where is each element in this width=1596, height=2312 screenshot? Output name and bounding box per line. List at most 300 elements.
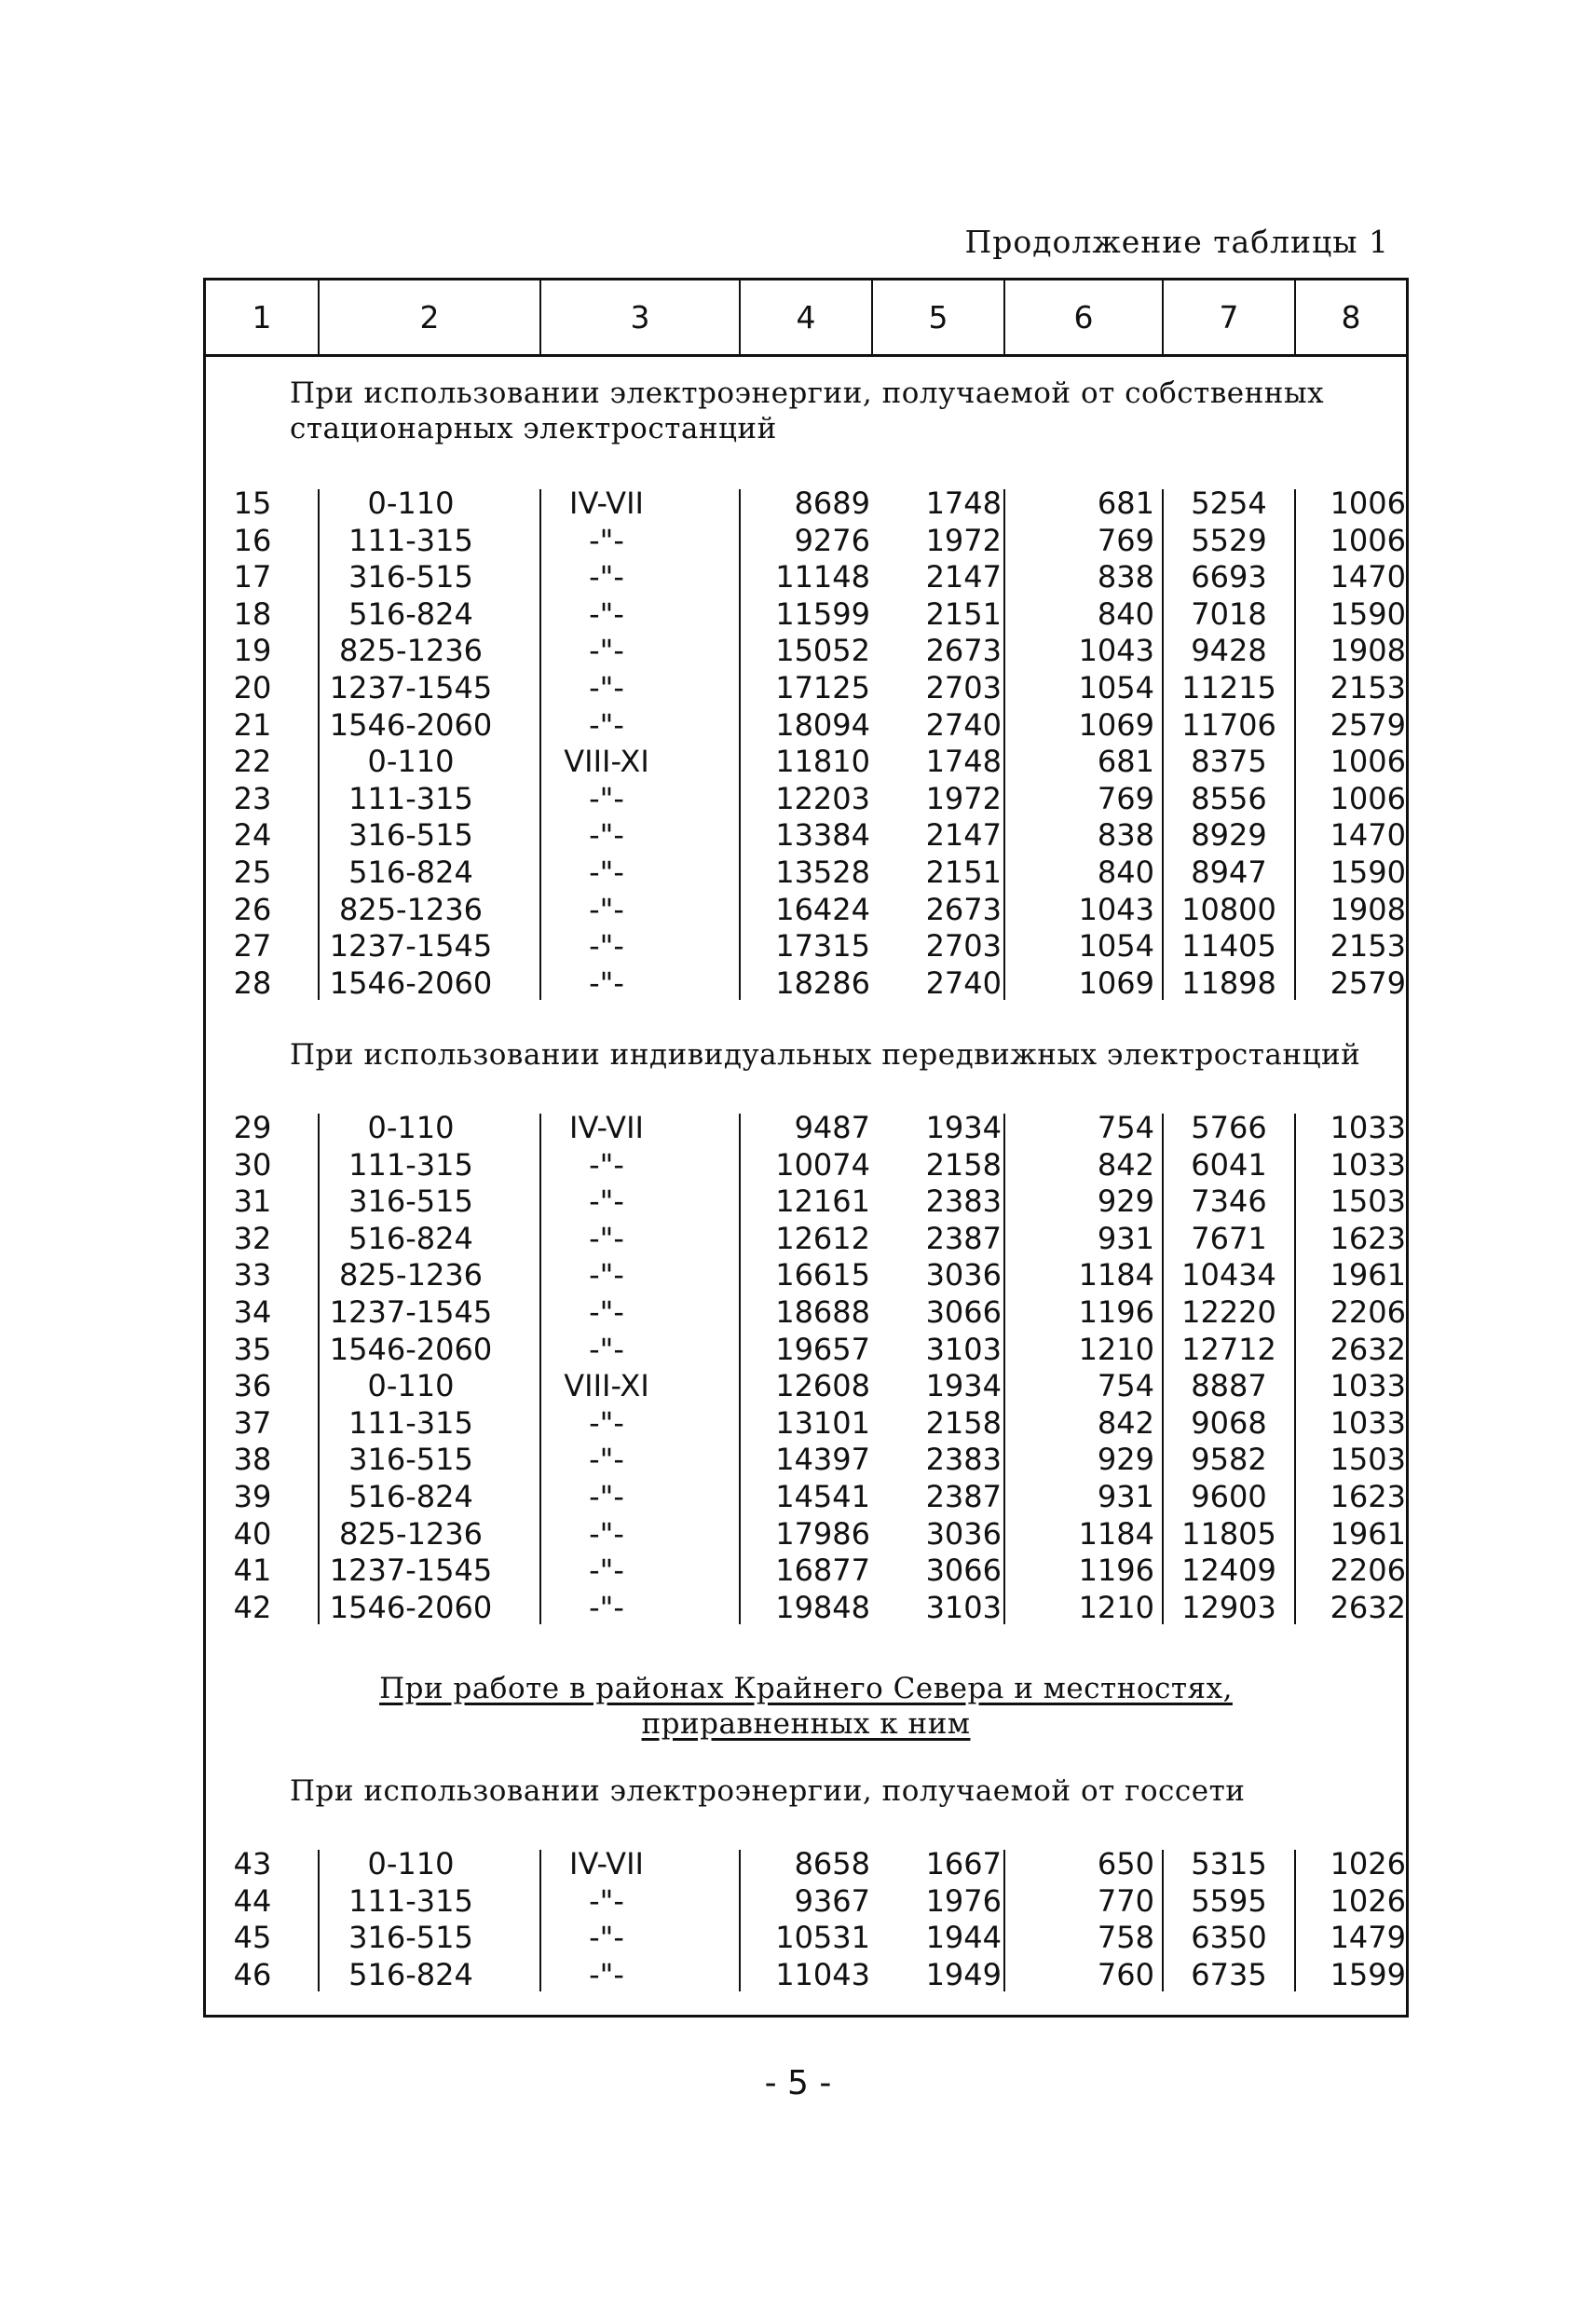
section-line: При использовании электроэнергии, получаемой от собственных (290, 376, 1325, 410)
cell-value-7: 8947 (1191, 855, 1267, 890)
table-row (206, 1405, 1406, 1442)
column-rule (318, 1850, 320, 1991)
cell-row-number: 31 (233, 1183, 272, 1220)
section-line: При использовании индивидуальных передвижных электростанций (290, 1038, 1361, 1072)
cell-months: -"- (589, 1553, 624, 1589)
cell-value-8: 1033 (1330, 1404, 1406, 1441)
table-header-row (206, 280, 1406, 357)
page-number: - 5 - (764, 2064, 832, 2102)
cell-months: -"- (589, 855, 624, 890)
cell-value-4: 17986 (775, 1515, 870, 1552)
table-row (206, 523, 1406, 559)
header-col-3: 3 (630, 299, 650, 335)
cell-months: -"- (589, 1257, 624, 1293)
cell-value-4: 11043 (775, 1956, 870, 1992)
cell-range: 111-315 (348, 780, 473, 816)
cell-value-5: 3103 (925, 1589, 1002, 1625)
cell-value-8: 1033 (1330, 1146, 1406, 1183)
cell-value-4: 14397 (775, 1442, 870, 1478)
cell-row-number: 37 (233, 1404, 272, 1441)
cell-value-6: 931 (1097, 1220, 1154, 1256)
cell-months: -"- (589, 964, 624, 1001)
cell-row-number: 18 (233, 595, 272, 632)
cell-months: -"- (589, 706, 624, 743)
cell-months: IV-VII (569, 486, 644, 521)
table-row (206, 928, 1406, 964)
column-rule (1162, 1114, 1164, 1624)
cell-value-4: 13101 (775, 1404, 870, 1441)
cell-value-6: 842 (1097, 1146, 1154, 1183)
column-rule (1162, 489, 1164, 1000)
cell-range: 316-515 (348, 1183, 473, 1220)
cell-value-5: 2703 (925, 670, 1002, 705)
cell-months: -"- (589, 1220, 624, 1256)
cell-months: IV-VII (569, 1846, 644, 1881)
cell-row-number: 44 (233, 1882, 272, 1919)
table-row (206, 1183, 1406, 1220)
cell-value-4: 12612 (775, 1220, 870, 1256)
cell-value-5: 3066 (925, 1294, 1002, 1330)
cell-value-4: 8689 (794, 486, 870, 521)
cell-value-8: 2153 (1330, 928, 1406, 964)
cell-value-7: 11805 (1181, 1515, 1276, 1552)
cell-value-5: 1748 (925, 744, 1002, 780)
column-rule (1294, 1114, 1296, 1624)
table-row (206, 1957, 1406, 1993)
cell-value-5: 1667 (925, 1846, 1002, 1881)
cell-row-number: 36 (233, 1368, 272, 1404)
cell-value-6: 650 (1097, 1846, 1154, 1881)
cell-value-8: 1033 (1330, 1110, 1406, 1145)
cell-value-6: 770 (1097, 1882, 1154, 1919)
cell-value-5: 2151 (925, 595, 1002, 632)
cell-value-8: 1590 (1330, 595, 1406, 632)
cell-value-6: 929 (1097, 1442, 1154, 1478)
cell-value-6: 769 (1097, 780, 1154, 816)
cell-value-7: 8887 (1191, 1368, 1267, 1404)
cell-value-5: 3036 (925, 1515, 1002, 1552)
cell-value-8: 1006 (1330, 780, 1406, 816)
cell-row-number: 29 (233, 1110, 272, 1145)
column-rule (1003, 1114, 1005, 1624)
cell-value-6: 840 (1097, 595, 1154, 632)
cell-range: 316-515 (348, 1920, 473, 1956)
cell-value-8: 2206 (1330, 1294, 1406, 1330)
cell-range: 316-515 (348, 559, 473, 595)
column-rule (1294, 489, 1296, 1000)
section-line: При работе в районах Крайнего Севера и местностях, (379, 1672, 1233, 1705)
cell-value-6: 838 (1097, 559, 1154, 595)
cell-range: 111-315 (348, 522, 473, 558)
table-row (206, 1257, 1406, 1293)
column-rule (539, 1850, 541, 1991)
cell-range: 0-110 (367, 1368, 455, 1404)
cell-range: 516-824 (348, 1956, 473, 1992)
cell-value-6: 1210 (1078, 1331, 1154, 1367)
cell-value-6: 681 (1097, 744, 1154, 780)
cell-value-7: 5254 (1191, 486, 1267, 521)
cell-value-5: 2387 (925, 1479, 1002, 1514)
header-col-8: 8 (1341, 299, 1361, 335)
data-table (203, 278, 1409, 2018)
cell-value-5: 1944 (925, 1920, 1002, 1956)
cell-value-8: 1908 (1330, 633, 1406, 669)
header-col-4: 4 (796, 299, 816, 335)
cell-value-5: 2151 (925, 855, 1002, 890)
header-col-1: 1 (252, 299, 272, 335)
cell-value-6: 838 (1097, 817, 1154, 854)
cell-value-6: 1043 (1078, 633, 1154, 669)
cell-row-number: 22 (233, 744, 272, 780)
section-heading-mobile-stations (290, 1037, 1387, 1073)
cell-row-number: 39 (233, 1479, 272, 1514)
section-line: стационарных электростанций (290, 412, 777, 445)
cell-value-4: 13528 (775, 855, 870, 890)
column-rule (1003, 489, 1005, 1000)
cell-months: -"- (589, 1294, 624, 1330)
cell-value-8: 1908 (1330, 891, 1406, 927)
cell-value-7: 7018 (1191, 595, 1267, 632)
cell-value-7: 5315 (1191, 1846, 1267, 1881)
cell-range: 516-824 (348, 855, 473, 890)
column-rule (539, 489, 541, 1000)
header-col-5: 5 (928, 299, 948, 335)
cell-value-4: 13384 (775, 817, 870, 854)
cell-value-8: 1961 (1330, 1257, 1406, 1293)
table-row (206, 1883, 1406, 1920)
cell-value-8: 1470 (1330, 559, 1406, 595)
header-col-2: 2 (419, 299, 440, 335)
cell-value-8: 2632 (1330, 1331, 1406, 1367)
cell-row-number: 35 (233, 1331, 272, 1367)
cell-range: 0-110 (367, 744, 455, 780)
table-row (206, 744, 1406, 780)
cell-range: 1546-2060 (329, 1589, 493, 1625)
cell-value-5: 2383 (925, 1183, 1002, 1220)
cell-value-7: 10434 (1181, 1257, 1276, 1293)
cell-months: -"- (589, 1146, 624, 1183)
cell-value-8: 2153 (1330, 670, 1406, 705)
cell-months: -"- (589, 1479, 624, 1514)
cell-value-6: 758 (1097, 1920, 1154, 1956)
table-row (206, 1442, 1406, 1478)
cell-value-8: 1026 (1330, 1882, 1406, 1919)
cell-row-number: 41 (233, 1553, 272, 1589)
cell-months: -"- (589, 633, 624, 669)
table-row (206, 596, 1406, 633)
column-rule (1294, 1850, 1296, 1991)
cell-row-number: 45 (233, 1920, 272, 1956)
cell-value-6: 1069 (1078, 706, 1154, 743)
cell-value-4: 15052 (775, 633, 870, 669)
cell-range: 1237-1545 (329, 1294, 493, 1330)
cell-value-7: 12712 (1181, 1331, 1276, 1367)
cell-range: 0-110 (367, 1110, 455, 1145)
table-row (206, 1590, 1406, 1626)
table-row (206, 781, 1406, 817)
cell-months: -"- (589, 1956, 624, 1992)
column-rule (739, 489, 741, 1000)
cell-months: -"- (589, 817, 624, 854)
cell-value-6: 931 (1097, 1479, 1154, 1514)
table-row (206, 817, 1406, 854)
cell-range: 825-1236 (338, 633, 484, 669)
table-row (206, 1332, 1406, 1368)
cell-value-8: 1006 (1330, 522, 1406, 558)
cell-value-7: 7671 (1191, 1220, 1267, 1256)
cell-value-8: 1590 (1330, 855, 1406, 890)
cell-row-number: 42 (233, 1589, 272, 1625)
cell-value-8: 1479 (1330, 1920, 1406, 1956)
cell-value-7: 10800 (1181, 891, 1276, 927)
table-row (206, 855, 1406, 891)
cell-row-number: 46 (233, 1956, 272, 1992)
cell-months: -"- (589, 891, 624, 927)
cell-value-5: 1949 (925, 1956, 1002, 1992)
column-rule (1003, 1850, 1005, 1991)
cell-value-7: 8556 (1191, 780, 1267, 816)
table-row (206, 1368, 1406, 1404)
table-row (206, 1479, 1406, 1515)
cell-value-6: 929 (1097, 1183, 1154, 1220)
cell-value-5: 2147 (925, 817, 1002, 854)
cell-months: -"- (589, 670, 624, 705)
cell-value-8: 1006 (1330, 486, 1406, 521)
table-row (206, 1294, 1406, 1331)
table-row (206, 486, 1406, 522)
cell-months: -"- (589, 522, 624, 558)
cell-value-8: 1033 (1330, 1368, 1406, 1404)
cell-value-6: 842 (1097, 1404, 1154, 1441)
cell-value-7: 12409 (1181, 1553, 1276, 1589)
cell-value-4: 16424 (775, 891, 870, 927)
cell-value-6: 1043 (1078, 891, 1154, 927)
cell-value-8: 2579 (1330, 706, 1406, 743)
section-heading-grid (290, 1773, 1387, 1809)
cell-range: 825-1236 (338, 1515, 484, 1552)
column-rule (739, 1850, 741, 1991)
cell-value-7: 11706 (1181, 706, 1276, 743)
cell-value-4: 9276 (794, 522, 870, 558)
cell-value-6: 1054 (1078, 928, 1154, 964)
cell-value-5: 2740 (925, 964, 1002, 1001)
cell-value-6: 1196 (1078, 1553, 1154, 1589)
cell-value-5: 1748 (925, 486, 1002, 521)
table-row (206, 1147, 1406, 1183)
table-row (206, 1846, 1406, 1882)
cell-value-6: 1184 (1078, 1257, 1154, 1293)
cell-row-number: 28 (233, 964, 272, 1001)
cell-value-8: 2579 (1330, 964, 1406, 1001)
cell-value-4: 9487 (794, 1110, 870, 1145)
cell-value-7: 11215 (1181, 670, 1276, 705)
cell-value-6: 760 (1097, 1956, 1154, 1992)
table-row (206, 1553, 1406, 1589)
cell-row-number: 17 (233, 559, 272, 595)
cell-value-7: 6735 (1191, 1956, 1267, 1992)
cell-months: -"- (589, 1589, 624, 1625)
cell-value-4: 18094 (775, 706, 870, 743)
cell-row-number: 40 (233, 1515, 272, 1552)
cell-value-6: 681 (1097, 486, 1154, 521)
cell-row-number: 21 (233, 706, 272, 743)
column-rule (318, 1114, 320, 1624)
table-row (206, 1110, 1406, 1146)
cell-range: 516-824 (348, 1220, 473, 1256)
cell-range: 111-315 (348, 1882, 473, 1919)
cell-value-7: 6350 (1191, 1920, 1267, 1956)
cell-range: 316-515 (348, 1442, 473, 1478)
cell-value-4: 19657 (775, 1331, 870, 1367)
cell-value-4: 8658 (794, 1846, 870, 1881)
cell-months: VIII-XI (564, 1368, 649, 1404)
cell-value-5: 1976 (925, 1882, 1002, 1919)
cell-range: 0-110 (367, 486, 455, 521)
table-row (206, 892, 1406, 928)
cell-value-5: 3066 (925, 1553, 1002, 1589)
cell-range: 1546-2060 (329, 706, 493, 743)
cell-value-8: 1006 (1330, 744, 1406, 780)
cell-months: -"- (589, 1882, 624, 1919)
cell-value-6: 1210 (1078, 1589, 1154, 1625)
cell-row-number: 26 (233, 891, 272, 927)
cell-range: 111-315 (348, 1146, 473, 1183)
section-line: приравненных к ним (641, 1707, 971, 1741)
cell-value-8: 1623 (1330, 1220, 1406, 1256)
cell-value-5: 2740 (925, 706, 1002, 743)
cell-row-number: 23 (233, 780, 272, 816)
cell-value-7: 8929 (1191, 817, 1267, 854)
cell-range: 0-110 (367, 1846, 455, 1881)
cell-value-4: 16877 (775, 1553, 870, 1589)
cell-months: -"- (589, 559, 624, 595)
cell-row-number: 24 (233, 817, 272, 854)
section-heading-far-north (206, 1671, 1406, 1742)
cell-row-number: 16 (233, 522, 272, 558)
cell-value-8: 1623 (1330, 1479, 1406, 1514)
table-row (206, 670, 1406, 706)
section-line: При использовании электроэнергии, получаемой от госсети (290, 1774, 1246, 1808)
cell-row-number: 34 (233, 1294, 272, 1330)
cell-range: 825-1236 (338, 1257, 484, 1293)
cell-value-5: 3103 (925, 1331, 1002, 1367)
cell-value-7: 5529 (1191, 522, 1267, 558)
section-heading-own-stations (290, 376, 1387, 446)
cell-months: -"- (589, 928, 624, 964)
cell-value-6: 1184 (1078, 1515, 1154, 1552)
cell-row-number: 38 (233, 1442, 272, 1478)
header-col-7: 7 (1219, 299, 1239, 335)
table-row (206, 1516, 1406, 1553)
cell-value-7: 9600 (1191, 1479, 1267, 1514)
cell-range: 516-824 (348, 595, 473, 632)
cell-value-6: 1054 (1078, 670, 1154, 705)
column-rule (318, 489, 320, 1000)
cell-value-4: 18286 (775, 964, 870, 1001)
cell-months: -"- (589, 1515, 624, 1552)
cell-value-4: 10074 (775, 1146, 870, 1183)
cell-months: -"- (589, 1442, 624, 1478)
cell-months: -"- (589, 1920, 624, 1956)
table-row (206, 559, 1406, 595)
cell-value-6: 754 (1097, 1368, 1154, 1404)
cell-value-5: 2387 (925, 1220, 1002, 1256)
cell-row-number: 19 (233, 633, 272, 669)
cell-value-4: 9367 (794, 1882, 870, 1919)
cell-value-7: 12220 (1181, 1294, 1276, 1330)
cell-value-5: 2673 (925, 891, 1002, 927)
cell-value-6: 754 (1097, 1110, 1154, 1145)
cell-value-4: 10531 (775, 1920, 870, 1956)
cell-value-4: 16615 (775, 1257, 870, 1293)
cell-value-8: 1961 (1330, 1515, 1406, 1552)
column-rule (539, 1114, 541, 1624)
cell-value-5: 2158 (925, 1404, 1002, 1441)
cell-value-5: 2703 (925, 928, 1002, 964)
cell-range: 825-1236 (338, 891, 484, 927)
cell-value-7: 11405 (1181, 928, 1276, 964)
header-col-6: 6 (1073, 299, 1094, 335)
cell-row-number: 43 (233, 1846, 272, 1881)
cell-value-7: 11898 (1181, 964, 1276, 1001)
cell-months: -"- (589, 780, 624, 816)
cell-row-number: 32 (233, 1220, 272, 1256)
cell-value-7: 5595 (1191, 1882, 1267, 1919)
column-rule (739, 1114, 741, 1624)
column-rule (1162, 1850, 1164, 1991)
cell-value-5: 1934 (925, 1368, 1002, 1404)
cell-value-8: 1599 (1330, 1956, 1406, 1992)
cell-value-4: 12608 (775, 1368, 870, 1404)
cell-row-number: 27 (233, 928, 272, 964)
cell-value-8: 1026 (1330, 1846, 1406, 1881)
cell-value-4: 11148 (775, 559, 870, 595)
cell-value-5: 1972 (925, 522, 1002, 558)
cell-months: -"- (589, 1183, 624, 1220)
cell-value-8: 1470 (1330, 817, 1406, 854)
cell-range: 1546-2060 (329, 964, 493, 1001)
cell-value-4: 12161 (775, 1183, 870, 1220)
cell-value-6: 1069 (1078, 964, 1154, 1001)
cell-value-5: 2383 (925, 1442, 1002, 1478)
cell-range: 316-515 (348, 817, 473, 854)
cell-range: 1237-1545 (329, 1553, 493, 1589)
cell-row-number: 33 (233, 1257, 272, 1293)
cell-range: 111-315 (348, 1404, 473, 1441)
cell-value-6: 1196 (1078, 1294, 1154, 1330)
cell-row-number: 20 (233, 670, 272, 705)
cell-range: 1237-1545 (329, 670, 493, 705)
cell-value-7: 12903 (1181, 1589, 1276, 1625)
cell-value-4: 11599 (775, 595, 870, 632)
cell-value-8: 1503 (1330, 1183, 1406, 1220)
cell-value-6: 840 (1097, 855, 1154, 890)
cell-months: -"- (589, 1404, 624, 1441)
cell-range: 516-824 (348, 1479, 473, 1514)
cell-value-5: 2673 (925, 633, 1002, 669)
cell-value-7: 6693 (1191, 559, 1267, 595)
cell-value-7: 9582 (1191, 1442, 1267, 1478)
cell-months: -"- (589, 1331, 624, 1367)
cell-value-5: 2147 (925, 559, 1002, 595)
table-row (206, 707, 1406, 744)
cell-value-4: 19848 (775, 1589, 870, 1625)
cell-value-7: 7346 (1191, 1183, 1267, 1220)
table-caption: Продолжение таблицы 1 (964, 224, 1389, 260)
cell-row-number: 25 (233, 855, 272, 890)
table-row (206, 1221, 1406, 1257)
cell-row-number: 15 (233, 486, 272, 521)
